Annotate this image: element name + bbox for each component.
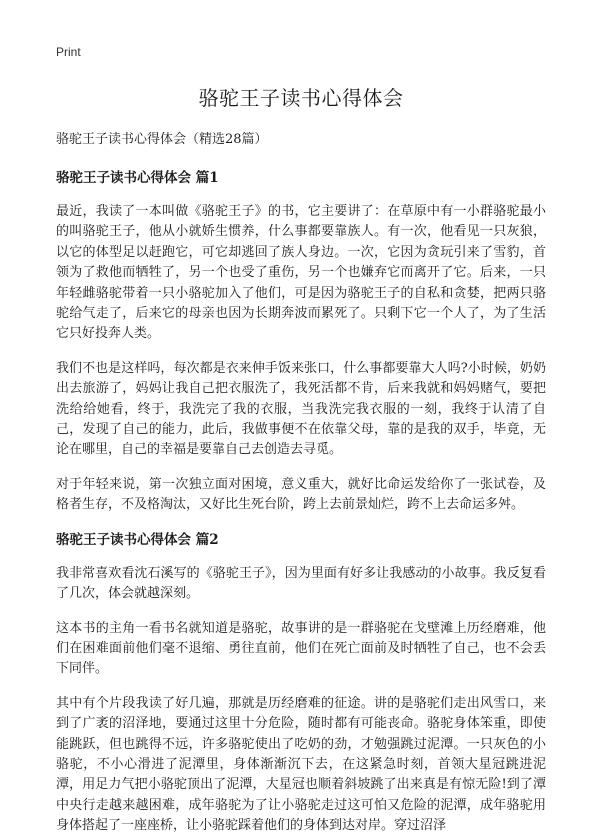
paragraph: 这本书的主角一看书名就知道是骆驼，故事讲的是一群骆驼在戈壁滩上历经磨难，他们在困难面前他们毫不退缩、勇往直前，他们在死亡面前及时牺牲了自己，也不会丢下同伴。 (56, 620, 546, 677)
section-1 (56, 168, 546, 516)
paragraph: 对于年轻来说，第一次独立面对困境，意义重大，就好比命运发给你了一张试卷，及格者生存，不及格淘汰，又好比生死台阶，跨上去前景灿烂，跨不上去命运多舛。 (56, 476, 546, 513)
section-2 (56, 530, 546, 837)
print-label: Print (56, 45, 81, 59)
paragraph: 其中有个片段我读了好几遍，那就是历经磨难的征途。讲的是骆驼们走出风雪口，来到了广袤的沼泽地，要通过这里十分危险，随时都有可能丧命。骆驼身体笨重，即使能跳跃，但也跳得不远，许多骆驼使出了吃奶的劲，才勉强跳过泥潭。一只灰色的小骆驼，不小心滑进了泥潭里，身体渐渐沉下去，在这紧急时刻，首领大星冠跳进泥潭，用足力气把小骆驼顶出了泥潭，大星冠也顺着斜坡跳了出来真是有惊无险!到了潭中央行走越来越困难，成年骆驼为了让小骆驼走过这可怕又危险的泥潭，成年骆驼用身体搭起了一座座桥，让小骆驼踩着他们的身体到达对岸。穿过沼泽 (56, 695, 546, 834)
document-subtitle: 骆驼王子读书心得体会（精选28篇） (56, 132, 268, 147)
paragraph: 最近，我读了一本叫做《骆驼王子》的书，它主要讲了：在草原中有一小群骆驼最小的叫骆驼王子，他从小就娇生惯养，什么事都要靠族人。有一次，他看见一只灰狼，以它的体型足以赶跑它，可它却逃回了族人身边。一次，它因为贪玩引来了雪豹，首领为了救他而牺牲了，另一个也受了重伤，另一个也嫌弃它而离开了它。后来，一只年轻雌骆驼带着一只小骆驼加入了他们，可是因为骆驼王子的自私和贪婪，把两只骆驼给气走了，后来它的母亲也因为长期奔波而累死了。只剩下它一个人了，为了生活它只好投奔人类。 (56, 204, 546, 342)
section-heading: 骆驼王子读书心得体会 篇2 (56, 531, 219, 548)
section-heading: 骆驼王子读书心得体会 篇1 (56, 170, 219, 186)
paragraph: 我非常喜欢看沈石溪写的《骆驼王子》，因为里面有好多让我感动的小故事。我反复看了几次，体会就越深刻。 (56, 565, 546, 602)
document-title: 骆驼王子读书心得体会 (198, 86, 404, 110)
paragraph: 我们不也是这样吗，每次都是衣来伸手饭来张口，什么事都要靠大人吗?小时候，奶奶出去旅游了，妈妈让我自己把衣服洗了，我死活都不肯，后来我就和妈妈赌气，要把洗给给她看，终于，我洗完了我的衣服，当我洗完我衣服的一刻，我终于认清了自己，发现了自己的能力，此后，我做事便不在依靠父母，靠的是我的双手，毕竟，无论在哪里，自己的幸福是要靠自己去创造去寻觅。 (56, 360, 546, 458)
